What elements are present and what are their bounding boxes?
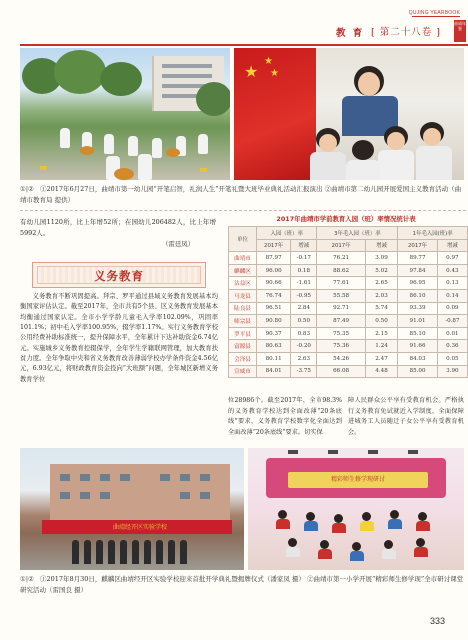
table-row	[229, 302, 468, 315]
table-row	[229, 252, 468, 265]
region-cell: 沾益区	[229, 277, 257, 290]
table-row	[229, 315, 468, 328]
table-sub-header: 增减	[437, 239, 467, 252]
value-cell: 96.00	[257, 264, 291, 277]
table-title: 2017年曲靖市学前教育入园（班）率情况统计表	[276, 215, 416, 223]
table-row	[229, 289, 468, 302]
table-sub-header: 2017年	[398, 239, 438, 252]
value-cell: 0.36	[437, 340, 467, 353]
value-cell: 0.14	[437, 289, 467, 302]
table-group-header: 入园（班）率	[257, 227, 317, 240]
table-row	[229, 352, 468, 365]
value-cell: 4.48	[365, 365, 397, 378]
value-cell: 96.51	[257, 302, 291, 315]
value-cell: 3.90	[437, 365, 467, 378]
table-corner: 单位	[229, 227, 257, 252]
value-cell: 96.95	[398, 277, 438, 290]
body-paragraph: 障人民群众公平享有受教育机会。严格执行义务教育免试就近入学制度，全面保障进城务工人员随迁子女公平享有受教育机会。	[348, 397, 464, 436]
value-cell: 5.74	[365, 302, 397, 315]
value-cell: -0.87	[437, 315, 467, 328]
value-cell: 91.66	[398, 340, 438, 353]
table-sub-header: 增减	[291, 239, 317, 252]
table-row	[229, 327, 468, 340]
value-cell: 75.36	[317, 340, 365, 353]
value-cell: 2.84	[291, 302, 317, 315]
body-text-middle	[228, 396, 342, 438]
photo-patriotic-education: ★ ★ ★	[234, 48, 464, 180]
author-sign: （雷廷凤）	[162, 239, 194, 248]
value-cell: 2.03	[365, 289, 397, 302]
value-cell: 75.35	[317, 327, 365, 340]
value-cell: -0.17	[291, 252, 317, 265]
value-cell: 90.37	[257, 327, 291, 340]
value-cell: 88.62	[317, 264, 365, 277]
value-cell: 76.21	[317, 252, 365, 265]
table-sub-header: 2017年	[257, 239, 291, 252]
photo-school-opening	[20, 448, 244, 570]
region-cell: 师宗县	[229, 315, 257, 328]
intro-text: 有幼儿园1120所，比上年增52所；在园幼儿206482人，比上年增5992人。	[20, 218, 216, 237]
yearbook-brand: QUJING YEARBOOK	[408, 10, 460, 16]
value-cell: 54.26	[317, 352, 365, 365]
section-label: 教 育	[336, 28, 365, 39]
value-cell: 0.97	[437, 252, 467, 265]
body-text-right	[348, 396, 464, 438]
photo-classroom-activity	[248, 448, 464, 570]
value-cell: 1.24	[365, 340, 397, 353]
photo-kindergarten-ceremony	[20, 48, 230, 180]
value-cell: 90.66	[257, 277, 291, 290]
caption-number: ①|②	[20, 575, 34, 583]
region-cell: 陆良县	[229, 302, 257, 315]
value-cell: 0.18	[291, 264, 317, 277]
table-sub-header: 2017年	[317, 239, 365, 252]
table-group-header: 1年毛入园(班)率	[398, 227, 468, 240]
value-cell: 76.74	[257, 289, 291, 302]
region-cell: 曲靖市	[229, 252, 257, 265]
value-cell: 0.01	[437, 327, 467, 340]
value-cell: 77.61	[317, 277, 365, 290]
value-cell: 55.58	[317, 289, 365, 302]
value-cell: 93.39	[398, 302, 438, 315]
value-cell: 86.10	[398, 289, 438, 302]
value-cell: 92.71	[317, 302, 365, 315]
value-cell: 85.00	[398, 365, 438, 378]
caption-number: ①|②	[20, 185, 34, 193]
body-text-left	[20, 292, 218, 385]
photo-caption-bottom	[20, 574, 464, 596]
body-paragraph: 位28986个。截至2017年，全市98.3%的义务教育学校达到全面改薄“20条底线”要求，义务教育学校数字化全面达到全面改薄“20条底线”要求。切实保	[228, 397, 342, 436]
value-cell: 80.11	[257, 352, 291, 365]
value-cell: 0.50	[291, 315, 317, 328]
value-cell: 84.03	[398, 352, 438, 365]
value-cell: 91.01	[398, 315, 438, 328]
value-cell: 80.63	[257, 340, 291, 353]
header-rule-small	[412, 16, 460, 17]
value-cell: 0.09	[437, 302, 467, 315]
region-cell: 罗平县	[229, 327, 257, 340]
value-cell: 87.97	[257, 252, 291, 265]
region-cell: 宣威市	[229, 365, 257, 378]
region-cell: 富源县	[229, 340, 257, 353]
value-cell: 0.50	[365, 315, 397, 328]
value-cell: -3.75	[291, 365, 317, 378]
header-rule	[20, 44, 468, 46]
region-cell: 马龙县	[229, 289, 257, 302]
table-sub-header: 增减	[365, 239, 397, 252]
value-cell: 0.83	[291, 327, 317, 340]
value-cell: 97.84	[398, 264, 438, 277]
table-row	[229, 365, 468, 378]
value-cell: -0.95	[291, 289, 317, 302]
value-cell: 5.02	[365, 264, 397, 277]
intro-paragraph	[20, 217, 216, 249]
value-cell: 2.65	[365, 277, 397, 290]
value-cell: 0.43	[437, 264, 467, 277]
enrollment-table	[228, 226, 468, 378]
value-cell: 2.47	[365, 352, 397, 365]
value-cell: -1.61	[291, 277, 317, 290]
table-group-header: 3年毛入园（班）率	[317, 227, 398, 240]
section-heading-box	[32, 262, 206, 288]
region-cell: 麒麟区	[229, 264, 257, 277]
value-cell: 90.80	[257, 315, 291, 328]
section-heading: 义务教育	[94, 269, 144, 283]
photo-caption-top	[20, 184, 464, 206]
volume-label: [ 第二十八卷 ]	[371, 27, 441, 38]
value-cell: -0.20	[291, 340, 317, 353]
value-cell: 89.77	[398, 252, 438, 265]
value-cell: 66.08	[317, 365, 365, 378]
value-cell: 3.09	[365, 252, 397, 265]
value-cell: 2.63	[291, 352, 317, 365]
stage-text: 精彩师生修学现研讨	[330, 476, 385, 483]
caption-text: ①2017年6月27日，曲靖市第一幼儿园“开笔启智，礼润人生”开笔礼暨大班毕业典礼活动汇报演出 ②曲靖市第二幼儿园开展爱国主义教育活动（曲靖市教育局 提供）	[20, 185, 462, 204]
value-cell: 87.49	[317, 315, 365, 328]
yearbook-badge: 曲靖年鉴	[454, 20, 466, 42]
value-cell: 0.13	[437, 277, 467, 290]
value-cell: 84.01	[257, 365, 291, 378]
table-row	[229, 340, 468, 353]
region-cell: 会泽县	[229, 352, 257, 365]
body-paragraph: 义务教育不断巩固提高。拜宗、罗平通过县域义务教育发展基本均衡国家评估认定。截至2017年，全市共有5个县、区义务教育发展基本均衡通过国家认定。全市小学学龄儿童毛入学率102.09%，巩固率101.1%；初中毛入学率100.95%，辍学率1.17%。实行义务教育学校公用经费补助标准统一，提升保障水平，全年累计下达补助资金6.74亿元。实施城乡义务教育控辍保学，全年学生学籍联网管理，加大教育扶贫力度。全年争取中央和省义务教育改善薄弱学校办学条件资金4.56亿元，6.93亿元，将财政教育资金投向“大班额”问题，全年城区新增义务教育学位	[20, 293, 218, 383]
value-cell: 2.15	[365, 327, 397, 340]
value-cell: 85.10	[398, 327, 438, 340]
caption-text: ①2017年8月30日，麒麟区曲靖经开区实验学校迎来首批开学典礼暨揭牌仪式（潘家凤 摄） ②曲靖市第一小学开展“精彩师生修学现”全市研讨课堂研究活动（雷国良 摄）	[20, 575, 464, 594]
table-row	[229, 277, 468, 290]
banner-text: 曲靖经开区实验学校	[112, 524, 167, 531]
caption-divider	[20, 210, 466, 211]
value-cell: 0.05	[437, 352, 467, 365]
page-number: 333	[430, 616, 446, 626]
table-row	[229, 264, 468, 277]
